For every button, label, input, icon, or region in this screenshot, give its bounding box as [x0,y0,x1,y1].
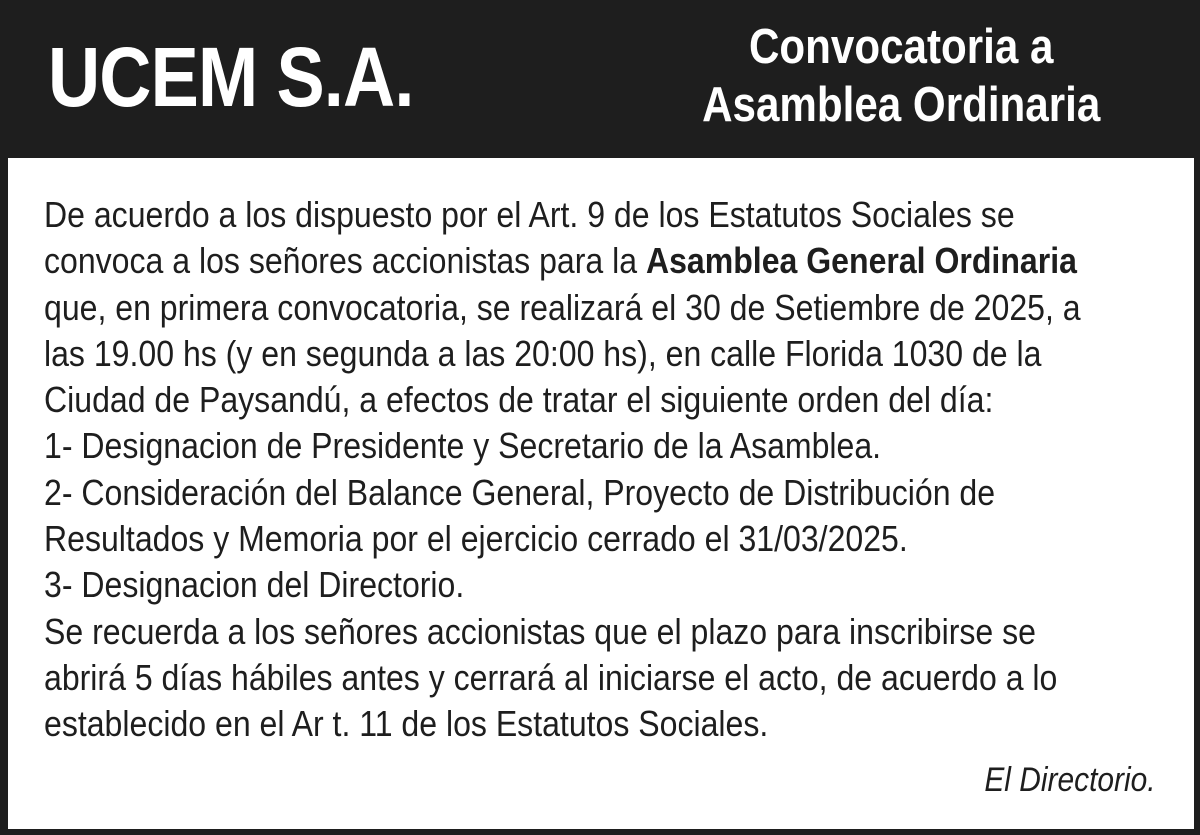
notice-header [0,0,1200,158]
assembly-type-emphasis: Asamblea General Ordinaria [645,240,1077,282]
agenda-item-1: 1- Designacion de Presidente y Secretario de la Asamblea. [44,425,882,467]
notice-title [660,18,1142,134]
agenda-item-2-line-1: 2- Consideración del Balance General, Proyecto de Distribución de [44,471,996,513]
reminder-line-1: Se recuerda a los señores accionistas que el plazo para inscribirse se [44,610,1036,652]
signature: El Directorio. [984,761,1156,799]
notice-title-line-1: Convocatoria a [748,20,1054,74]
reminder-line-2: abrirá 5 días hábiles antes y cerrará al iniciarse el acto, de acuerdo a lo [44,656,1058,698]
body-line-4: las 19.00 hs (y en segunda a las 20:00 hs), en calle Florida 1030 de la [44,332,1042,374]
reminder-line-3: establecido en el Ar t. 11 de los Estatutos Sociales. [44,703,769,745]
agenda-item-2-line-2: Resultados y Memoria por el ejercicio cerrado el 31/03/2025. [44,518,908,560]
body-line-2 [44,238,1148,284]
company-name: UCEM S.A. [48,30,414,124]
body-line-3: que, en primera convocatoria, se realizará el 30 de Setiembre de 2025, a [44,286,1081,328]
agenda-item-3: 3- Designacion del Directorio. [44,564,465,606]
body-line-2-text: convoca a los señores accionistas para la [44,240,646,282]
notice-body-text [44,192,1148,748]
notice-body [8,158,1194,829]
notice-title-line-2: Asamblea Ordinaria [702,78,1101,132]
body-line-1: De acuerdo a los dispuesto por el Art. 9 de los Estatutos Sociales se [44,194,1015,235]
body-line-5: Ciudad de Paysandú, a efectos de tratar el siguiente orden del día: [44,379,994,421]
